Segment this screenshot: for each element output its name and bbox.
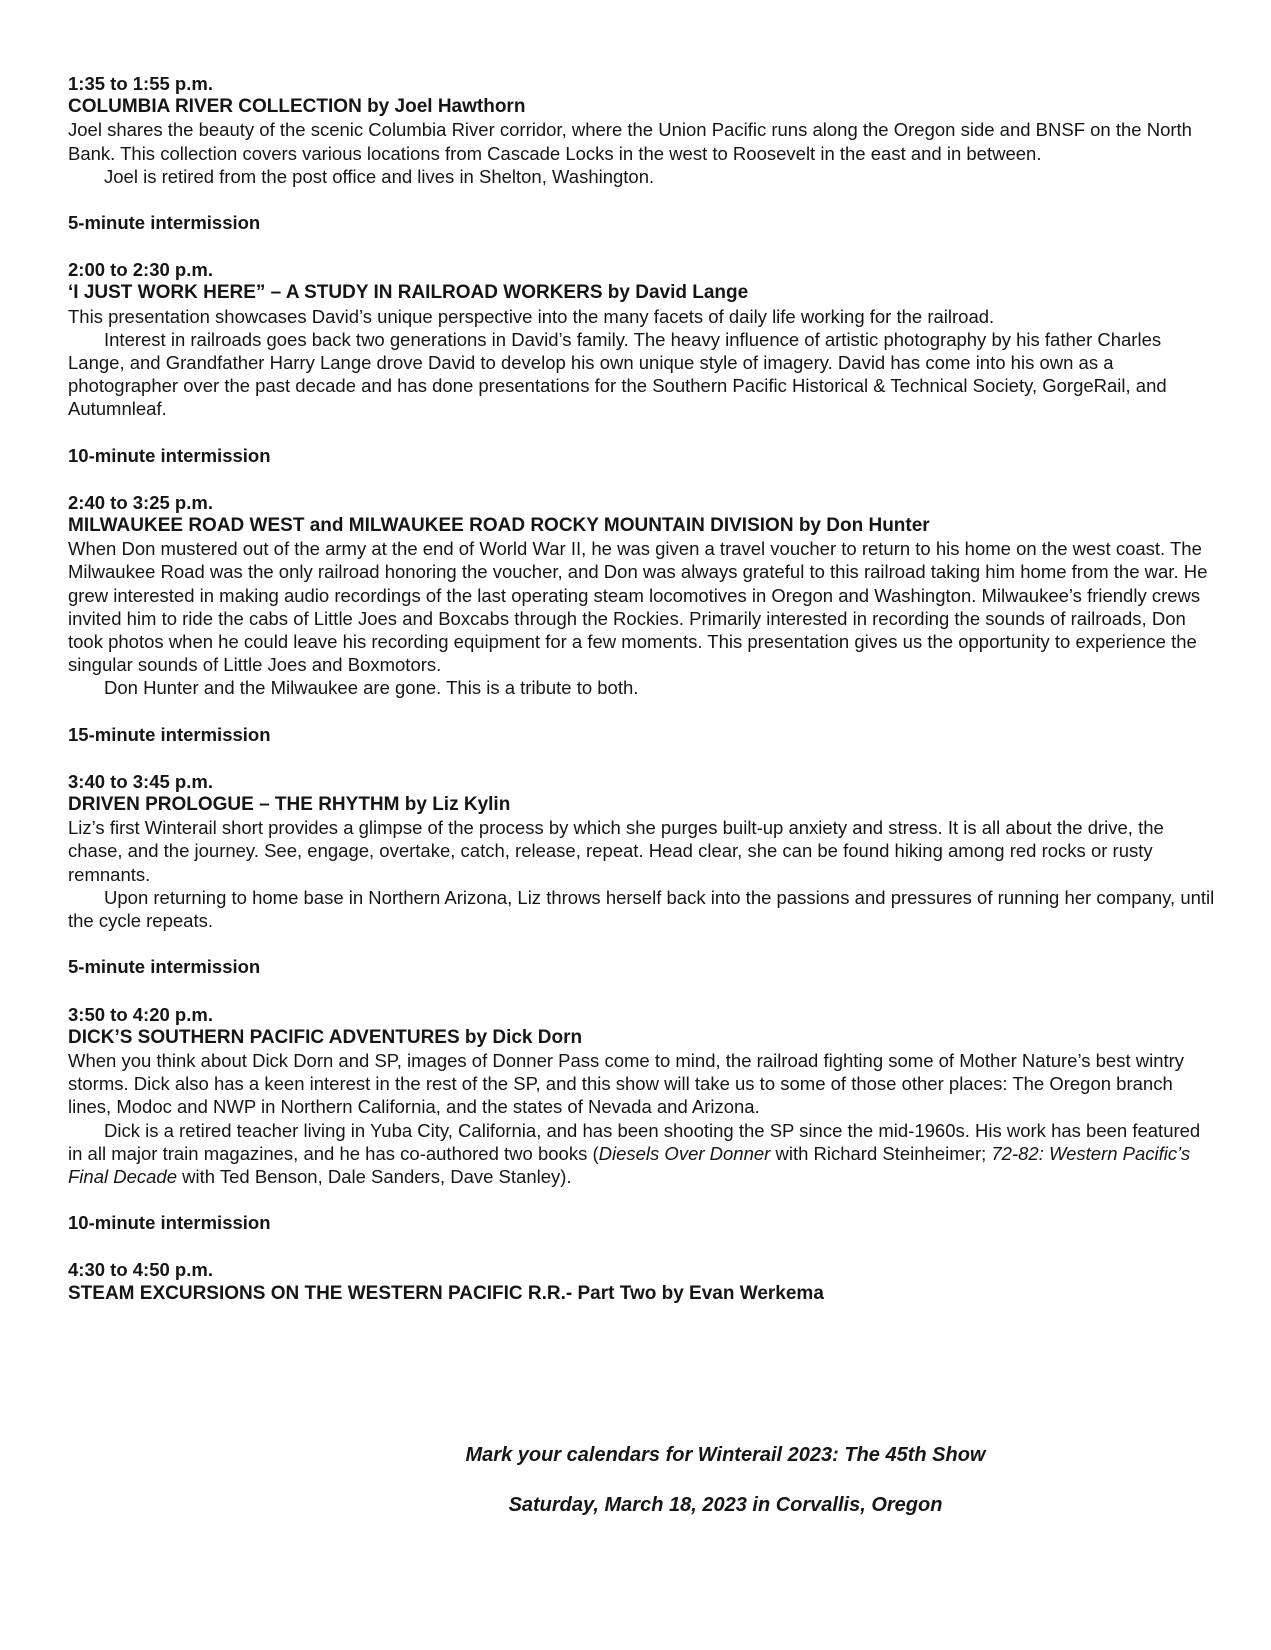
intermission: 10-minute intermission	[68, 444, 271, 466]
session-title: MILWAUKEE ROAD WEST and MILWAUKEE ROAD ROCKY MOUNTAIN DIVISION by Don Hunter	[68, 515, 930, 537]
book-title: Diesels Over Donner	[598, 1142, 771, 1164]
bio-text: with Ted Benson, Dale Sanders, Dave Stanley).	[177, 1165, 572, 1187]
bio-text: with Richard Steinheimer;	[770, 1142, 992, 1164]
session-time: 2:00 to 2:30 p.m.	[68, 259, 213, 281]
session-description: Liz’s first Winterail short provides a glimpse of the process by which she purges built-up anxiety and stress. It is all about the drive, the chase, and the journey. See, engage, overtake, catch, release, repeat. Head clear, she can be found hiking among red rocks or rusty remnants.	[68, 817, 1164, 885]
session-bio: Don Hunter and the Milwaukee are gone. This is a tribute to both.	[104, 677, 639, 699]
intermission: 10-minute intermission	[68, 1212, 271, 1234]
session-2	[68, 258, 1218, 420]
session-bio: Joel is retired from the post office and lives in Shelton, Washington.	[104, 165, 655, 187]
session-time: 3:40 to 3:45 p.m.	[68, 770, 213, 792]
book-title: 72-82: Western Pacific’s Final Decade	[68, 1142, 1191, 1187]
footer-calendar-note: Mark your calendars for Winterail 2023: The 45th Show	[465, 1444, 986, 1466]
intermission: 5-minute intermission	[68, 956, 261, 978]
session-description: When you think about Dick Dorn and SP, images of Donner Pass come to mind, the railroad fighting some of Mother Nature’s best wintry storms. Dick also has a keen interest in the rest of the SP, and this show will take us to some of those other places: The Oregon branch lines, Modoc and NWP in Northern California, and the states of Nevada and Arizona.	[68, 1049, 1185, 1118]
intermission: 5-minute intermission	[68, 212, 261, 234]
program-schedule	[68, 72, 1218, 1305]
session-bio: Upon returning to home base in Northern Arizona, Liz throws herself back into the passions and pressures of running her company, until the cycle repeats.	[68, 886, 1215, 932]
intermission: 15-minute intermission	[68, 723, 271, 745]
session-3	[68, 491, 1218, 700]
bio-text: Dick is a retired teacher living in Yuba City, California, and has been shooting the SP since the mid-1960s. His work has been featured in all major train magazines, and he has co-authored two books (	[68, 1119, 1201, 1164]
session-time: 3:50 to 4:20 p.m.	[68, 1003, 213, 1025]
session-title: ‘I JUST WORK HERE” – A STUDY IN RAILROAD WORKERS by David Lange	[68, 282, 749, 304]
session-time: 1:35 to 1:55 p.m.	[68, 73, 213, 94]
session-bio: Interest in railroads goes back two generations in David’s family. The heavy influence of artistic photography by his father Charles Lange, and Grandfather Harry Lange drove David to develop his own unique style of imagery. David has come into his own as a photographer over the past decade and has done presentations for the Southern Pacific Historical & Technical Society, GorgeRail, and Autumnleaf.	[68, 328, 1167, 420]
session-title: STEAM EXCURSIONS ON THE WESTERN PACIFIC R.R.- Part Two by Evan Werkema	[68, 1282, 824, 1304]
session-bio	[68, 1119, 1218, 1189]
session-title: COLUMBIA RIVER COLLECTION by Joel Hawthorn	[68, 96, 526, 118]
session-description: Joel shares the beauty of the scenic Columbia River corridor, where the Union Pacific runs along the Oregon side and BNSF on the North Bank. This collection covers various locations from Cascade Locks in the west to Roosevelt in the east and in between.	[68, 119, 1192, 164]
session-4	[68, 770, 1218, 932]
session-time: 4:30 to 4:50 p.m.	[68, 1259, 213, 1281]
session-5	[68, 1003, 1218, 1189]
session-6	[68, 1258, 1218, 1304]
session-1	[68, 72, 1218, 188]
session-title: DRIVEN PROLOGUE – THE RHYTHM by Liz Kylin	[68, 794, 511, 816]
session-title: DICK’S SOUTHERN PACIFIC ADVENTURES by Dick Dorn	[68, 1026, 583, 1048]
session-description: This presentation showcases David’s unique perspective into the many facets of daily life working for the railroad.	[68, 305, 995, 327]
session-time: 2:40 to 3:25 p.m.	[68, 491, 213, 513]
session-description: When Don mustered out of the army at the end of World War II, he was given a travel voucher to return to his home on the west coast. The Milwaukee Road was the only railroad honoring the voucher, and Don was always grateful to this railroad taking him home from the war. He grew interested in making audio recordings of the last operating steam locomotives in Oregon and Washington. Milwaukee’s friendly crews invited him to ride the cabs of Little Joes and Boxcabs through the Rockies. Primarily interested in recording the sounds of railroads, Don took photos when he could leave his recording equipment for a few moments. This presentation gives us the opportunity to experience the singular sounds of Little Joes and Boxmotors.	[68, 538, 1208, 676]
footer-event-date: Saturday, March 18, 2023 in Corvallis, Oregon	[508, 1494, 943, 1516]
